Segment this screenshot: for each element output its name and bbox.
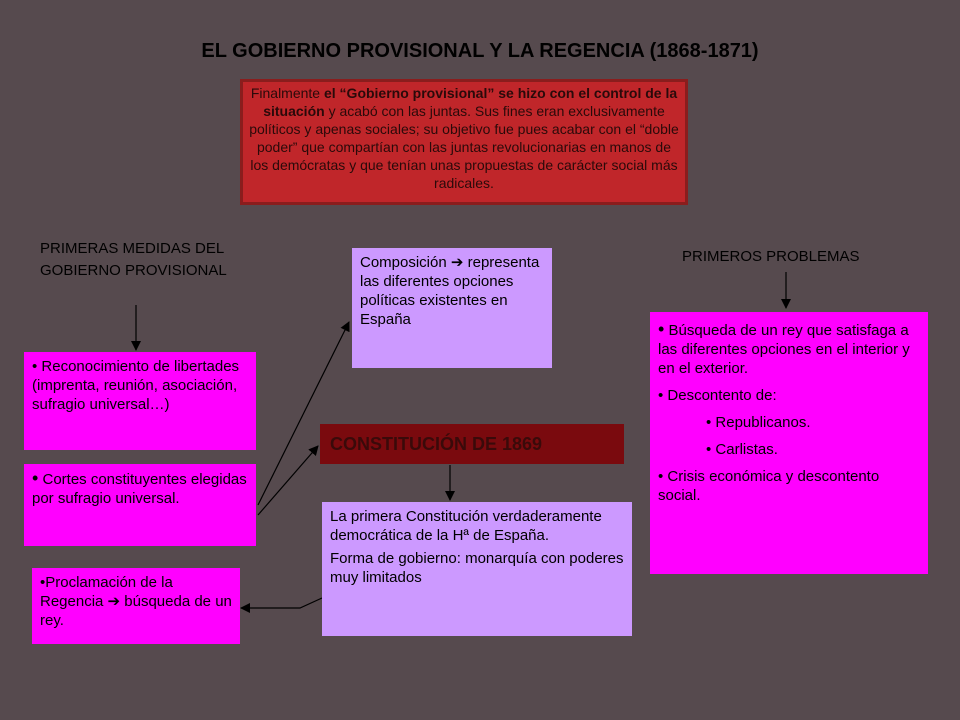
problema-rey-bullet: • [658, 319, 665, 339]
quote-text-bold: el “Gobierno provisional” se hizo con el control de la situación [263, 85, 678, 119]
cortes-text: Cortes constituyentes elegidas por sufragio universal. [32, 471, 247, 507]
cortes-bullet: • [32, 468, 39, 488]
problema-rey-text: Búsqueda de un rey que satisfaga a las diferentes opciones en el interior y en el exterior. [658, 322, 910, 377]
problema-rey [658, 320, 920, 378]
right-heading: PRIMEROS PROBLEMAS [682, 248, 860, 265]
problema-carlistas: • Carlistas. [706, 441, 778, 458]
quote-text-1: Finalmente [250, 85, 324, 101]
cortes-box [24, 464, 256, 546]
page-title: EL GOBIERNO PROVISIONAL Y LA REGENCIA (1868-1871) [201, 40, 759, 62]
constitucion-box: CONSTITUCIÓN DE 1869 [320, 424, 624, 464]
problemas-box [650, 312, 928, 574]
constitucion-desc-box [322, 502, 632, 636]
quote-box [240, 79, 688, 205]
arrow-to-regencia [241, 598, 322, 608]
problema-crisis: • Crisis económica y descontento social. [658, 468, 880, 504]
left-heading: PRIMERAS MEDIDAS DEL GOBIERNO PROVISIONAL [40, 240, 227, 279]
libertades-box: • Reconocimiento de libertades (imprenta, reunión, asociación, sufragio universal…) [24, 352, 256, 450]
quote-text-2: y acabó con las juntas. Sus fines eran exclusivamente políticos y apenas sociales; su objetivo fue pues acabar con el “doble poder” que compartían con las juntas revolucionarias en manos de los demócratas y que tenían unas propuestas de carácter social más radicales. [249, 103, 679, 191]
problema-descontento: • Descontento de: [658, 387, 777, 404]
constitucion-desc-1: La primera Constitución verdaderamente democrática de la Hª de España. [330, 508, 602, 544]
composicion-box: Composición ➔ representa las diferentes opciones políticas existentes en España [352, 248, 552, 368]
arrow-to-composicion [258, 322, 349, 505]
problema-republicanos: • Republicanos. [706, 414, 811, 431]
constitucion-desc-2: Forma de gobierno: monarquía con poderes muy limitados [330, 550, 624, 586]
arrow-to-constitucion [258, 446, 318, 515]
regencia-box: •Proclamación de la Regencia ➔ búsqueda de un rey. [32, 568, 240, 644]
